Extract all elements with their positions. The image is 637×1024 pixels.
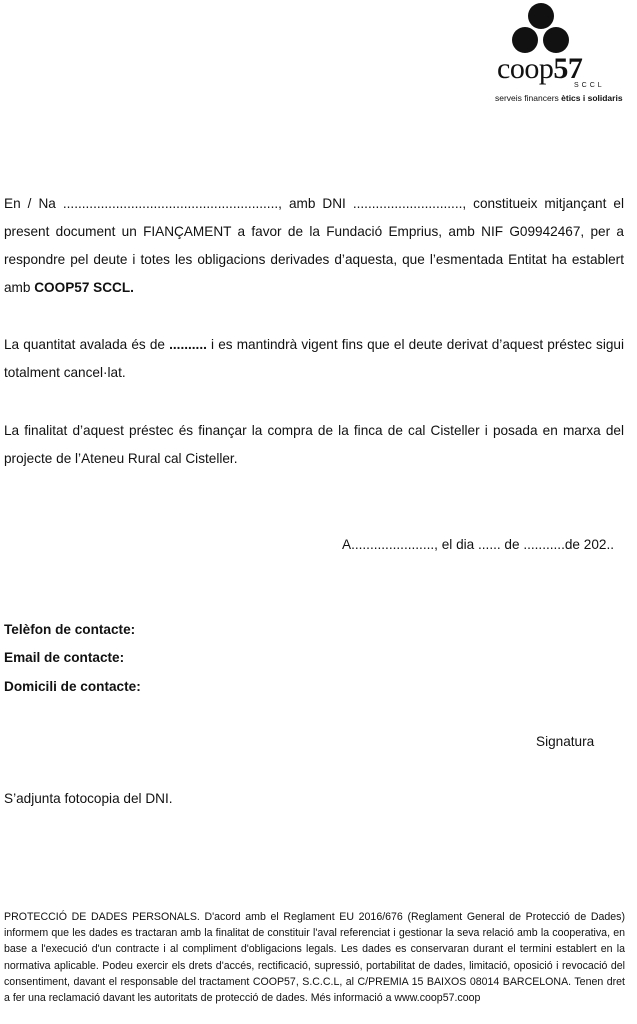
tagline-plain: serveis financers [495,93,562,103]
dots-icon [487,0,617,60]
attachment-note: S’adjunta fotocopia del DNI. [4,791,173,806]
address-label: Domicili de contacte: [4,679,141,694]
signature-label: Signatura [536,734,595,749]
phone-label: Telèfon de contacte: [4,622,136,637]
logo-number: 57 [553,52,583,85]
date-line: A......................, el dia ...... de ...........de 202.. [342,537,614,552]
tagline-bold: ètics i solidaris [561,93,623,103]
logo-wordmark [497,52,582,86]
amount-blank: .......... [169,337,207,352]
logo-tagline [495,93,623,103]
email-label: Email de contacte: [4,650,125,665]
amount-text-post: i es mantindrà vigent fins que el deute derivat d’aquest préstec sigui totalment cancel·lat. [4,337,624,380]
purpose-paragraph: La finalitat d’aquest préstec és finançar la compra de la finca de cal Cisteller i posada en marxa del projecte de l’Ateneu Rural cal Cisteller. [4,423,624,466]
privacy-notice: PROTECCIÓ DE DADES PERSONALS. D'acord amb el Reglament EU 2016/676 (Reglament General de Protecció de Dades) informem que les dades es tractaran amb la finalitat de constituir l'aval referenciat i gestionar la seva relació amb la cooperativa, en base a l'execució d'un contracte i al compliment d'obligacions legals. Les dades es conservaran durant el termini establert en la normativa aplicable. Podeu exercir els drets d'accés, rectificació, supressió, portabilitat de dades, limitació, oposició i revocació del consentiment, davant el responsable del tractament COOP57, S.C.C.L, al C/PREMIA 15 BAIXOS 08014 BARCELONA. Tenen dret a fer una reclamació davant les autoritats de protecció de dades. Més informació a www.coop57.coop [4,911,625,1005]
logo-suffix: SCCL [574,82,605,89]
entity-name: COOP57 SCCL. [34,280,134,295]
guarantee-paragraph [4,190,624,302]
logo-word: coop [497,52,554,85]
amount-text-pre: La quantitat avalada és de [4,337,170,352]
coop57-logo [487,0,623,105]
guarantee-text: En / Na ........................................................., amb DNI ............................., constitueix mitjançant el present document un FIANÇAMENT a favor de la Fundació Emprius, amb NIF G09942467, per a respondre pel deute i totes les obligacions derivades d’aquesta, que l’esmentada Entitat ha establert amb [4,196,624,295]
amount-paragraph [4,331,624,387]
